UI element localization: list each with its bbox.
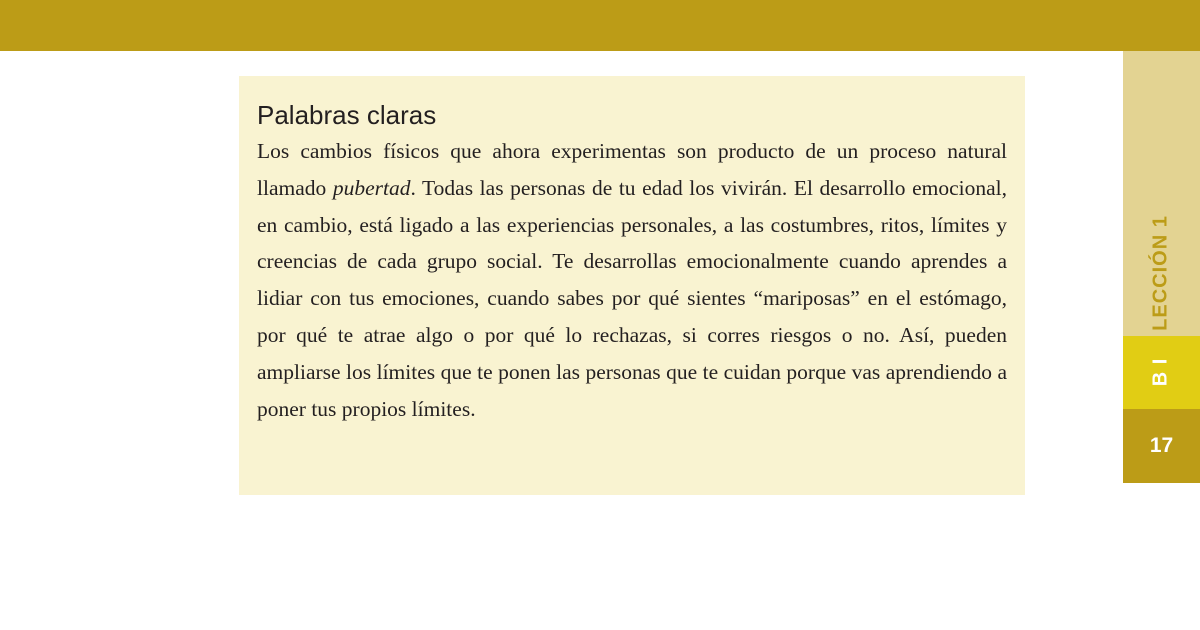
page-number-tab bbox=[1123, 409, 1200, 483]
key-words-box bbox=[239, 76, 1025, 495]
lesson-label: LECCIÓN 1 bbox=[1149, 215, 1172, 331]
paragraph-text-start: Los cambios físicos que ahora experimentas son producto de un proceso natural llamado bbox=[257, 139, 1007, 200]
block-tab bbox=[1123, 336, 1200, 409]
lesson-tab bbox=[1123, 51, 1200, 336]
paragraph-text-end: . Todas las personas de tu edad los vivirán. El desarrollo emocional, en cambio, está ligado a las experiencias personales, a las costumbres, ritos, límites y creencias de cada grupo social. Te desarrollas emocionalmente cuando aprendes a lidiar con tus emociones, cuando sabes por qué sientes “mariposas” en el estómago, por qué te atrae algo o por qué lo rechazas, si corres riesgos o no. Así, pueden ampliarse los límites que te ponen las personas que te cuidan porque vas aprendiendo a poner tus propios límites. bbox=[257, 175, 1007, 421]
box-paragraph bbox=[257, 133, 1007, 427]
side-lesson-tab bbox=[1123, 51, 1200, 483]
italic-term: pubertad bbox=[332, 175, 411, 200]
box-title: Palabras claras bbox=[257, 100, 437, 130]
block-label: B I bbox=[1149, 357, 1172, 387]
top-header-bar bbox=[0, 0, 1200, 51]
page-number: 17 bbox=[1149, 434, 1174, 457]
